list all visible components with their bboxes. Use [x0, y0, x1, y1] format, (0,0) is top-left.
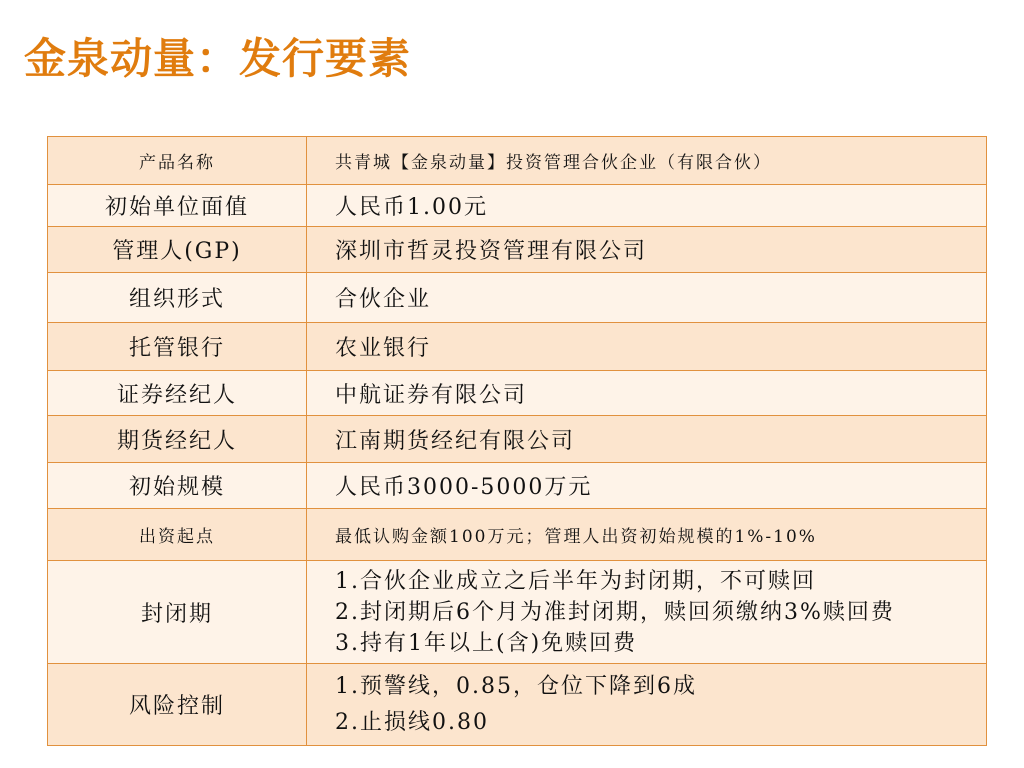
row-value: 江南期货经纪有限公司: [307, 416, 987, 463]
table-row-initial-scale: [48, 463, 987, 509]
row-value: [307, 561, 987, 664]
row-label: 初始单位面值: [48, 185, 307, 227]
table-row-custodian-bank: [48, 323, 987, 371]
row-label: 管理人(GP): [48, 227, 307, 273]
page-title: 金泉动量：发行要素: [24, 34, 412, 83]
row-value: [307, 664, 987, 746]
table-row-securities-broker: [48, 371, 987, 416]
row-label: 封闭期: [48, 561, 307, 664]
row-value: 共青城【金泉动量】投资管理合伙企业（有限合伙）: [307, 137, 987, 185]
table-row-lockup-period: [48, 561, 987, 664]
lockup-line-2: 2.封闭期后6个月为准封闭期，赎回须缴纳3%赎回费: [335, 599, 895, 625]
row-value: 人民币1.00元: [307, 185, 987, 227]
row-value: 农业银行: [307, 323, 987, 371]
table-row-organization-form: [48, 273, 987, 323]
row-value: 最低认购金额100万元；管理人出资初始规模的1%-10%: [307, 509, 987, 561]
row-label: 产品名称: [48, 137, 307, 185]
issuance-table-container: [47, 136, 986, 746]
table-row-product-name: [48, 137, 987, 185]
row-label: 出资起点: [48, 509, 307, 561]
row-label: 托管银行: [48, 323, 307, 371]
row-value: 深圳市哲灵投资管理有限公司: [307, 227, 987, 273]
row-label: 风险控制: [48, 664, 307, 746]
row-value: 合伙企业: [307, 273, 987, 323]
table-row-minimum-investment: [48, 509, 987, 561]
row-label: 组织形式: [48, 273, 307, 323]
row-label: 初始规模: [48, 463, 307, 509]
table-row-futures-broker: [48, 416, 987, 463]
table-row-risk-control: [48, 664, 987, 746]
row-value: 中航证券有限公司: [307, 371, 987, 416]
row-label: 证券经纪人: [48, 371, 307, 416]
lockup-line-1: 1.合伙企业成立之后半年为封闭期，不可赎回: [335, 568, 816, 594]
row-value: 人民币3000-5000万元: [307, 463, 987, 509]
table-row-unit-par-value: [48, 185, 987, 227]
lockup-line-3: 3.持有1年以上(含)免赎回费: [335, 630, 638, 656]
table-row-manager: [48, 227, 987, 273]
risk-line-2: 2.止损线0.80: [335, 709, 489, 735]
issuance-table: [47, 136, 987, 746]
row-label: 期货经纪人: [48, 416, 307, 463]
risk-line-1: 1.预警线，0.85，仓位下降到6成: [335, 673, 697, 699]
